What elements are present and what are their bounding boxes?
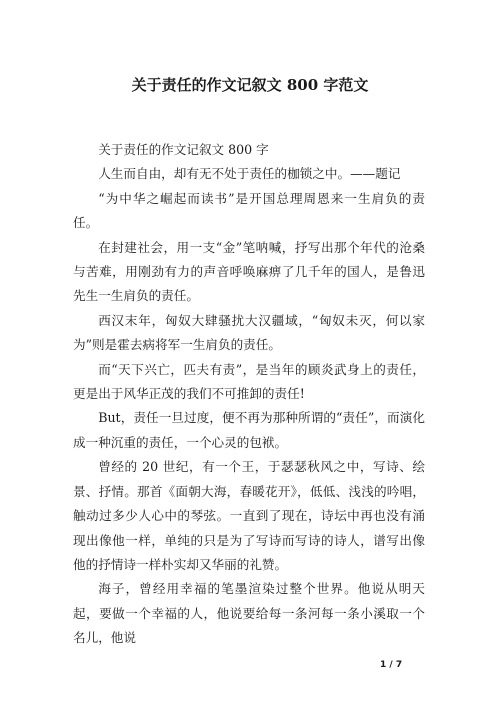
paragraph: 而“天下兴亡，匹夫有责”，是当年的顾炎武身上的责任，更是出于风华正茂的我们不可推卸的责任! (73, 361, 425, 402)
paragraph: 西汉末年，匈奴大肆骚扰大汉疆域，“匈奴未灭，何以家为”则是霍去病将军一生肩负的责任。 (73, 312, 425, 353)
paragraph: 海子，曾经用幸福的笔墨渲染过整个世界。他说从明天起，要做一个幸福的人，他说要给每一条河每一条小溪取一个名儿，他说 (73, 581, 425, 646)
paragraph: But，责任一旦过度，便不再为那种所谓的“责任”，而演化成一种沉重的责任，一个心灵的包袱。 (73, 410, 425, 450)
document-body (73, 138, 425, 651)
paragraph: 在封建社会，用一支“金”笔呐喊，抒写出那个年代的沧桑与苦难，用刚劲有力的声音呼唤麻痹了几千年的国人，是鲁迅先生一生肩负的责任。 (73, 239, 425, 304)
page-number: 1 / 7 (380, 660, 403, 670)
document-title: 关于责任的作文记叙文 800 字范文 (131, 76, 369, 94)
paragraph: 人生而自由，却有无不处于责任的枷锁之中。——题记 (98, 166, 401, 182)
paragraph: 曾经的 20 世纪，有一个王，于瑟瑟秋风之中，写诗、绘景、抒情。那首《面朝大海，春暖花开》，低低、浅浅的吟唱，触动过多少人心中的琴弦。一直到了现在，诗坛中再也没有涌现出像他一样，单纯的只是为了写诗而写诗的诗人，谱写出像他的抒情诗一样朴实却又华丽的礼赞。 (73, 459, 425, 572)
paragraph: 关于责任的作文记叙文 800 字 (98, 142, 269, 157)
paragraph: “为中华之崛起而读书”是开国总理周恩来一生肩负的责任。 (73, 190, 425, 231)
